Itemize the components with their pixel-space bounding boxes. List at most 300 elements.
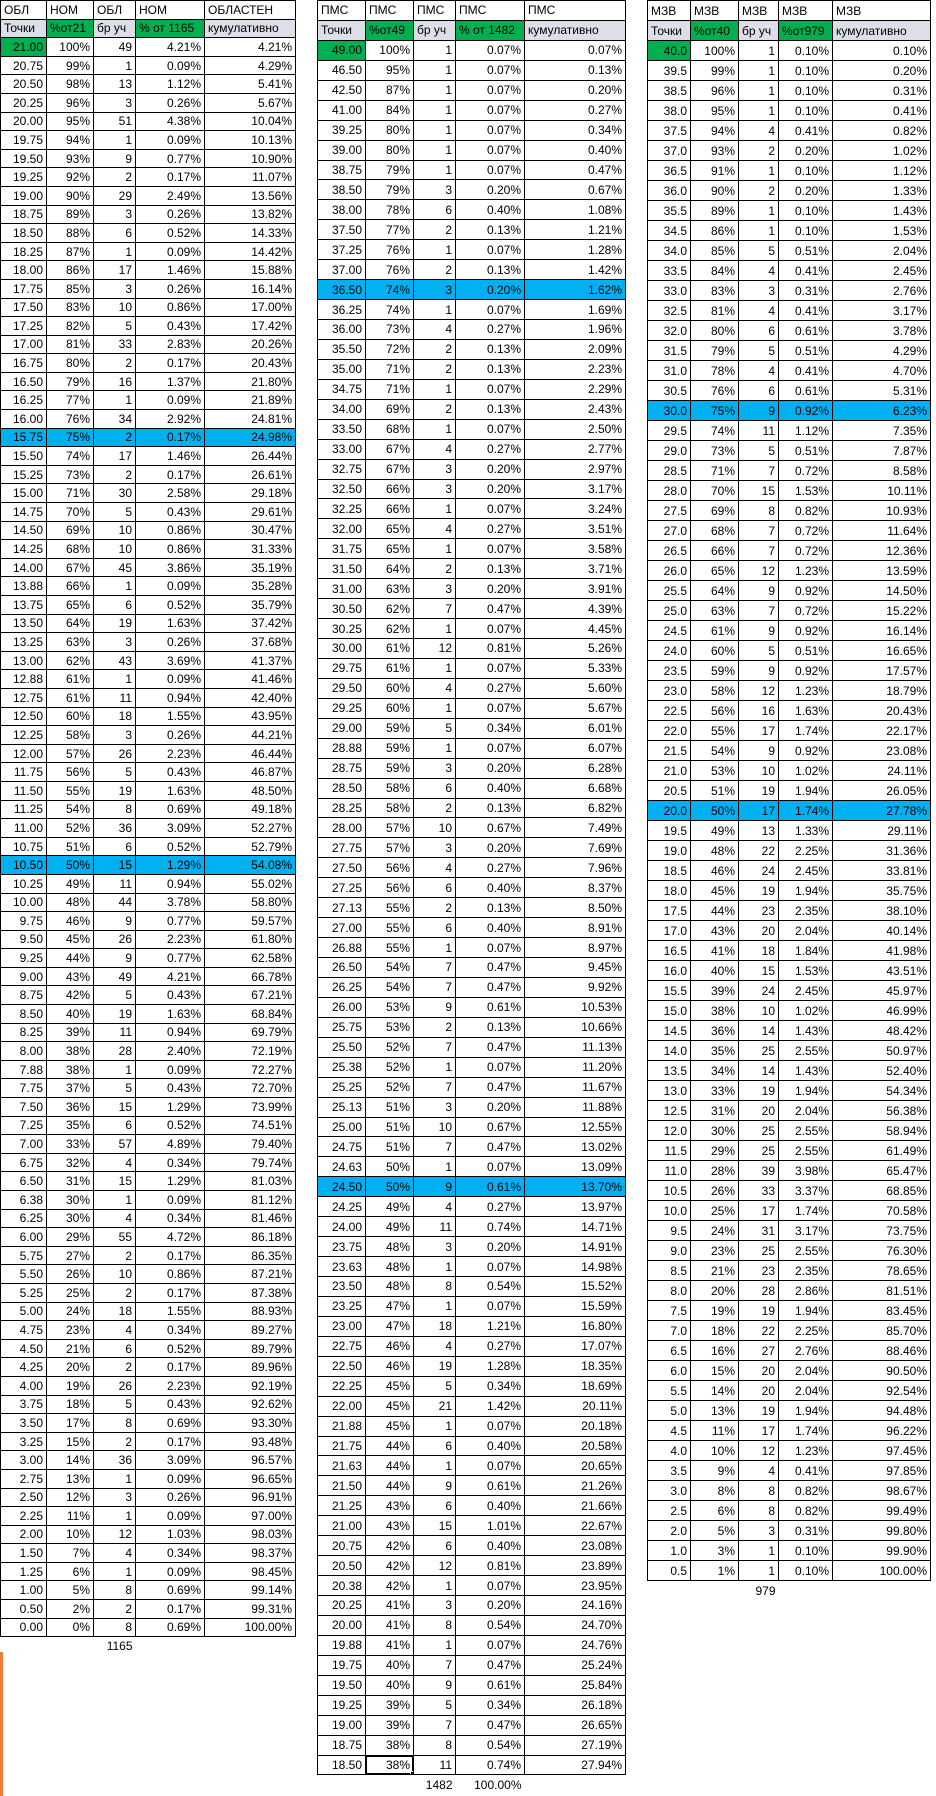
cell[interactable]: 30.47% — [205, 521, 296, 540]
cell[interactable]: 0.07% — [456, 1296, 525, 1316]
cell[interactable]: 0.47% — [456, 1715, 525, 1735]
cell[interactable]: 28 — [739, 1281, 779, 1301]
cell[interactable]: 65% — [47, 596, 94, 615]
cell[interactable]: 0.20% — [456, 280, 525, 300]
cell[interactable]: 1.46% — [136, 261, 205, 280]
cell[interactable]: 71% — [691, 461, 739, 481]
cell[interactable]: 17.75 — [1, 279, 47, 298]
cell[interactable]: 0.07% — [456, 40, 525, 60]
cell[interactable]: 38% — [691, 1001, 739, 1021]
cell[interactable]: 0.07% — [525, 40, 626, 60]
cell[interactable]: 14.71% — [525, 1217, 626, 1237]
cell[interactable]: 7.69% — [525, 838, 626, 858]
cell[interactable]: 57% — [47, 744, 94, 763]
cell[interactable]: 7% — [47, 1544, 94, 1563]
cell[interactable]: 18.5 — [648, 861, 691, 881]
cell[interactable]: 0.41% — [779, 1461, 833, 1481]
cell[interactable]: 14% — [691, 1381, 739, 1401]
cell[interactable]: 1.62% — [525, 280, 626, 300]
cell[interactable]: 1.0 — [648, 1541, 691, 1561]
cell[interactable]: 10.0 — [648, 1201, 691, 1221]
cell[interactable]: 4.0 — [648, 1441, 691, 1461]
cell[interactable]: 1 — [739, 1541, 779, 1561]
cell[interactable]: 17 — [739, 1201, 779, 1221]
cell[interactable]: 0.10% — [779, 1541, 833, 1561]
cell[interactable]: 8 — [94, 800, 136, 819]
cell[interactable]: 0.09% — [136, 391, 205, 410]
cell[interactable]: 0.09% — [136, 1507, 205, 1526]
cell[interactable]: 3.0 — [648, 1481, 691, 1501]
cell[interactable]: 90% — [691, 181, 739, 201]
cell[interactable]: 0.07% — [456, 1416, 525, 1436]
cell[interactable]: 0.09% — [136, 577, 205, 596]
cell[interactable]: 9 — [739, 661, 779, 681]
cell[interactable]: 1 — [414, 1416, 456, 1436]
cell[interactable]: 30 — [94, 484, 136, 503]
cell[interactable]: 73% — [47, 465, 94, 484]
cell[interactable]: 53% — [691, 761, 739, 781]
cell[interactable]: 7.5 — [648, 1301, 691, 1321]
cell[interactable]: 46% — [691, 861, 739, 881]
cell[interactable]: 33.5 — [648, 261, 691, 281]
cell[interactable]: 9.92% — [525, 977, 626, 997]
cell[interactable]: 0.52% — [136, 1116, 205, 1135]
cell[interactable]: 24.00 — [318, 1217, 366, 1237]
cell[interactable]: 2.5 — [648, 1501, 691, 1521]
cell[interactable]: 99.49% — [833, 1501, 931, 1521]
cell[interactable]: 15.22% — [833, 601, 931, 621]
cell[interactable]: 27.50 — [318, 858, 366, 878]
cell[interactable]: 37.0 — [648, 141, 691, 161]
cell[interactable]: 16.00 — [1, 410, 47, 429]
cell[interactable]: 1 — [739, 61, 779, 81]
cell[interactable]: 9% — [691, 1461, 739, 1481]
cell[interactable]: 3 — [414, 280, 456, 300]
cell[interactable]: 19.0 — [648, 841, 691, 861]
cell[interactable]: 10.90% — [205, 149, 296, 168]
cell[interactable]: 36% — [691, 1021, 739, 1041]
cell[interactable]: 58% — [47, 726, 94, 745]
cell[interactable]: 23 — [739, 901, 779, 921]
cell[interactable]: 0.07% — [456, 240, 525, 260]
cell[interactable]: 24.76% — [525, 1635, 626, 1655]
cell[interactable]: 0.31% — [779, 281, 833, 301]
cell[interactable]: 12.50 — [1, 707, 47, 726]
total-empty[interactable] — [833, 1581, 931, 1601]
cell[interactable]: 8 — [414, 1735, 456, 1755]
cell[interactable]: 88.93% — [205, 1302, 296, 1321]
cell[interactable]: 33% — [691, 1081, 739, 1101]
cell[interactable]: 35.00 — [318, 359, 366, 379]
cell[interactable]: 26.61% — [205, 465, 296, 484]
cell[interactable]: 1 — [414, 1635, 456, 1655]
cell[interactable]: 25 — [739, 1121, 779, 1141]
cell[interactable]: 89.79% — [205, 1339, 296, 1358]
cell[interactable]: 2 — [94, 428, 136, 447]
cell[interactable]: 19.5 — [648, 821, 691, 841]
cell[interactable]: 37.5 — [648, 121, 691, 141]
cell[interactable]: 1.12% — [833, 161, 931, 181]
cell[interactable]: 1.55% — [136, 707, 205, 726]
cell[interactable]: 73% — [366, 320, 414, 340]
cell[interactable]: 29.5 — [648, 421, 691, 441]
cell[interactable]: 25% — [691, 1201, 739, 1221]
cell[interactable]: 49% — [691, 821, 739, 841]
cell[interactable]: 51% — [366, 1137, 414, 1157]
cell[interactable]: 3 — [94, 93, 136, 112]
cell[interactable]: 8 — [739, 501, 779, 521]
cell[interactable]: 1 — [94, 242, 136, 261]
cell[interactable]: 0.40% — [456, 878, 525, 898]
cell[interactable]: 38% — [366, 1735, 414, 1755]
cell[interactable]: 45% — [366, 1416, 414, 1436]
column-header-obl[interactable]: % от 1165 — [136, 19, 205, 38]
column-header-mzv[interactable]: %от40 — [691, 21, 739, 41]
cell[interactable]: 0.07% — [456, 1456, 525, 1476]
cell[interactable]: 20.00 — [318, 1615, 366, 1635]
cell[interactable]: 8.5 — [648, 1261, 691, 1281]
group-header-pms[interactable]: ПМС — [318, 1, 366, 21]
cell[interactable]: 30.0 — [648, 401, 691, 421]
cell[interactable]: 0.07% — [456, 60, 525, 80]
cell[interactable]: 0.07% — [456, 698, 525, 718]
cell[interactable]: 48% — [47, 893, 94, 912]
cell[interactable]: 10% — [691, 1441, 739, 1461]
cell[interactable]: 1 — [739, 81, 779, 101]
cell[interactable]: 25 — [739, 1041, 779, 1061]
cell[interactable]: 2.97% — [525, 459, 626, 479]
cell[interactable]: 4 — [414, 858, 456, 878]
cell[interactable]: 6 — [414, 918, 456, 938]
cell[interactable]: 14% — [47, 1451, 94, 1470]
cell[interactable]: 15.25 — [1, 465, 47, 484]
cell[interactable]: 91% — [691, 161, 739, 181]
cell[interactable]: 19.75 — [318, 1655, 366, 1675]
cell[interactable]: 4 — [739, 361, 779, 381]
cell[interactable]: 2.76% — [833, 281, 931, 301]
cell[interactable]: 0.94% — [136, 1023, 205, 1042]
cell[interactable]: 14 — [739, 1061, 779, 1081]
cell[interactable]: 19% — [47, 1376, 94, 1395]
cell[interactable]: 3 — [739, 281, 779, 301]
cell[interactable]: 20.11% — [525, 1396, 626, 1416]
cell[interactable]: 27.19% — [525, 1735, 626, 1755]
cell[interactable]: 45% — [366, 1376, 414, 1396]
cell[interactable]: 4 — [739, 121, 779, 141]
cell[interactable]: 26 — [94, 1376, 136, 1395]
cell[interactable]: 3 — [94, 726, 136, 745]
cell[interactable]: 4 — [414, 1336, 456, 1356]
cell[interactable]: 3 — [414, 758, 456, 778]
cell[interactable]: 48% — [366, 1237, 414, 1257]
cell[interactable]: 0.27% — [456, 439, 525, 459]
total-empty[interactable] — [318, 1775, 366, 1794]
cell[interactable]: 31.50 — [318, 559, 366, 579]
cell[interactable]: 33.81% — [833, 861, 931, 881]
cell[interactable]: 24.50 — [318, 1177, 366, 1197]
cell[interactable]: 11.75 — [1, 763, 47, 782]
cell[interactable]: 8 — [414, 1277, 456, 1297]
cell[interactable]: 0.43% — [136, 503, 205, 522]
cell[interactable]: 0.40% — [525, 140, 626, 160]
cell[interactable]: 9.00 — [1, 967, 47, 986]
cell[interactable]: 29.00 — [318, 718, 366, 738]
cell[interactable]: 41.46% — [205, 670, 296, 689]
cell[interactable]: 68% — [691, 521, 739, 541]
cell[interactable]: 0.20% — [456, 1237, 525, 1257]
cell[interactable]: 17.00 — [1, 335, 47, 354]
cell[interactable]: 41.00 — [318, 100, 366, 120]
cell[interactable]: 4.21% — [136, 967, 205, 986]
cell[interactable]: 0.51% — [779, 341, 833, 361]
cell[interactable]: 27.5 — [648, 501, 691, 521]
cell[interactable]: 4.38% — [136, 112, 205, 131]
cell[interactable]: 0.10% — [779, 201, 833, 221]
cell[interactable]: 0.07% — [456, 300, 525, 320]
cell[interactable]: 1 — [414, 499, 456, 519]
cell[interactable]: 6.82% — [525, 798, 626, 818]
cell[interactable]: 1 — [94, 1507, 136, 1526]
cell[interactable]: 67% — [366, 439, 414, 459]
cell[interactable]: 7 — [739, 541, 779, 561]
cell[interactable]: 9 — [94, 912, 136, 931]
group-header-obl[interactable]: ОБЛ — [1, 1, 47, 20]
cell[interactable]: 5.67% — [525, 698, 626, 718]
cell[interactable]: 2.25% — [779, 841, 833, 861]
cell[interactable]: 4.45% — [525, 619, 626, 639]
cell[interactable]: 21.88 — [318, 1416, 366, 1436]
cell[interactable]: 0.43% — [136, 1079, 205, 1098]
cell[interactable]: 13 — [94, 75, 136, 94]
cell[interactable]: 0.67% — [525, 180, 626, 200]
cell[interactable]: 0.43% — [136, 763, 205, 782]
cell[interactable]: 15 — [94, 1172, 136, 1191]
cell[interactable]: 25.50 — [318, 1037, 366, 1057]
cell[interactable]: 0.27% — [456, 858, 525, 878]
cell[interactable]: 35.19% — [205, 558, 296, 577]
cell[interactable]: 13.88 — [1, 577, 47, 596]
cell[interactable]: 14.00 — [1, 558, 47, 577]
cell[interactable]: 25.13 — [318, 1097, 366, 1117]
cell[interactable]: 1.29% — [136, 1172, 205, 1191]
group-header-mzv[interactable]: МЗВ — [739, 1, 779, 21]
group-header-obl[interactable]: НОМ — [136, 1, 205, 20]
cell[interactable]: 0.17% — [136, 168, 205, 187]
cell[interactable]: 12 — [414, 639, 456, 659]
cell[interactable]: 0.10% — [779, 81, 833, 101]
cell[interactable]: 93% — [691, 141, 739, 161]
cell[interactable]: 8.50% — [525, 898, 626, 918]
cell[interactable]: 18.00 — [1, 261, 47, 280]
cell[interactable]: 38% — [366, 1755, 414, 1775]
cell[interactable]: 44% — [366, 1436, 414, 1456]
cell[interactable]: 40% — [691, 961, 739, 981]
cell[interactable]: 1 — [414, 80, 456, 100]
cell[interactable]: 44% — [691, 901, 739, 921]
cell[interactable]: 94% — [47, 131, 94, 150]
cell[interactable]: 27.13 — [318, 898, 366, 918]
cell[interactable]: 6.5 — [648, 1341, 691, 1361]
cell[interactable]: 75% — [691, 401, 739, 421]
cell[interactable]: 9 — [94, 149, 136, 168]
cell[interactable]: 0.82% — [833, 121, 931, 141]
cell[interactable]: 1 — [414, 1296, 456, 1316]
cell[interactable]: 20.43% — [205, 354, 296, 373]
cell[interactable]: 51% — [691, 781, 739, 801]
cell[interactable]: 0.86% — [136, 540, 205, 559]
cell[interactable]: 28.0 — [648, 481, 691, 501]
cell[interactable]: 23.08% — [525, 1536, 626, 1556]
cell[interactable]: 13 — [739, 821, 779, 841]
cell[interactable]: 13.50 — [1, 614, 47, 633]
cell[interactable]: 10 — [94, 540, 136, 559]
cell[interactable]: 33.0 — [648, 281, 691, 301]
cell[interactable]: 56% — [47, 763, 94, 782]
cell[interactable]: 86% — [691, 221, 739, 241]
cell[interactable]: 2.45% — [779, 861, 833, 881]
cell[interactable]: 41% — [366, 1596, 414, 1616]
cell[interactable]: 4.75 — [1, 1321, 47, 1340]
cell[interactable]: 1.94% — [779, 1401, 833, 1421]
cell[interactable]: 56% — [366, 878, 414, 898]
cell[interactable]: 8.37% — [525, 878, 626, 898]
cell[interactable]: 99.80% — [833, 1521, 931, 1541]
cell[interactable]: 6.68% — [525, 778, 626, 798]
cell[interactable]: 12 — [739, 681, 779, 701]
cell[interactable]: 0.13% — [456, 359, 525, 379]
cell[interactable]: 37.68% — [205, 633, 296, 652]
cell[interactable]: 28.88 — [318, 738, 366, 758]
cell[interactable]: 23% — [691, 1241, 739, 1261]
cell[interactable]: 89.27% — [205, 1321, 296, 1340]
cell[interactable]: 35% — [691, 1041, 739, 1061]
cell[interactable]: 0.07% — [456, 419, 525, 439]
cell[interactable]: 52% — [47, 819, 94, 838]
cell[interactable]: 2.75 — [1, 1469, 47, 1488]
cell[interactable]: 25 — [739, 1141, 779, 1161]
cell[interactable]: 8.58% — [833, 461, 931, 481]
cell[interactable]: 8 — [94, 1581, 136, 1600]
cell[interactable]: 0.81% — [456, 1556, 525, 1576]
cell[interactable]: 0.17% — [136, 1432, 205, 1451]
cell[interactable]: 30.50 — [318, 599, 366, 619]
cell[interactable]: 60% — [691, 641, 739, 661]
cell[interactable]: 10.93% — [833, 501, 931, 521]
cell[interactable]: 10.50 — [1, 856, 47, 875]
cell[interactable]: 45% — [366, 1396, 414, 1416]
cell[interactable]: 10.13% — [205, 131, 296, 150]
cell[interactable]: 68.85% — [833, 1181, 931, 1201]
cell[interactable]: 20% — [691, 1281, 739, 1301]
cell[interactable]: 10.11% — [833, 481, 931, 501]
cell[interactable]: 9.45% — [525, 958, 626, 978]
cell[interactable]: 0.67% — [456, 1117, 525, 1137]
cell[interactable]: 20.18% — [525, 1416, 626, 1436]
cell[interactable]: 0.17% — [136, 465, 205, 484]
cell[interactable]: 43.95% — [205, 707, 296, 726]
cell[interactable]: 70% — [691, 481, 739, 501]
cell[interactable]: 10 — [414, 1117, 456, 1137]
cell[interactable]: 79.74% — [205, 1153, 296, 1172]
cell[interactable]: 11.50 — [1, 781, 47, 800]
cell[interactable]: 62.58% — [205, 949, 296, 968]
cell[interactable]: 0.61% — [456, 1476, 525, 1496]
cell[interactable]: 31.75 — [318, 539, 366, 559]
group-header-mzv[interactable]: МЗВ — [648, 1, 691, 21]
cell[interactable]: 15% — [691, 1361, 739, 1381]
cell[interactable]: 35.79% — [205, 596, 296, 615]
cell[interactable]: 20.65% — [525, 1456, 626, 1476]
cell[interactable]: 0.20% — [456, 459, 525, 479]
cell[interactable]: 0.07% — [456, 499, 525, 519]
cell[interactable]: 0.07% — [456, 1157, 525, 1177]
cell[interactable]: 10.75 — [1, 837, 47, 856]
cell[interactable]: 27 — [739, 1341, 779, 1361]
cell[interactable]: 27.94% — [525, 1755, 626, 1775]
cell[interactable]: 56.38% — [833, 1101, 931, 1121]
cell[interactable]: 0.52% — [136, 596, 205, 615]
cell[interactable]: 0.10% — [779, 101, 833, 121]
column-header-pms[interactable]: бр уч — [414, 20, 456, 40]
cell[interactable]: 0.27% — [456, 1336, 525, 1356]
cell[interactable]: 36.5 — [648, 161, 691, 181]
cell[interactable]: 18 — [414, 1316, 456, 1336]
cell[interactable]: 45 — [94, 558, 136, 577]
cell[interactable]: 5.33% — [525, 658, 626, 678]
cell[interactable]: 70% — [47, 503, 94, 522]
cell[interactable]: 0.94% — [136, 874, 205, 893]
cell[interactable]: 23.5 — [648, 661, 691, 681]
cell[interactable]: 88% — [47, 224, 94, 243]
cell[interactable]: 0.13% — [456, 220, 525, 240]
cell[interactable]: 26.00 — [318, 997, 366, 1017]
cell[interactable]: 89.96% — [205, 1358, 296, 1377]
cell[interactable]: 77% — [47, 391, 94, 410]
cell[interactable]: 1 — [94, 131, 136, 150]
cell[interactable]: 37.42% — [205, 614, 296, 633]
cell[interactable]: 30.25 — [318, 619, 366, 639]
cell[interactable]: 87% — [366, 80, 414, 100]
cell[interactable]: 69% — [47, 521, 94, 540]
cell[interactable]: 41% — [366, 1615, 414, 1635]
cell[interactable]: 20.00 — [1, 112, 47, 131]
cell[interactable]: 0.47% — [456, 1077, 525, 1097]
cell[interactable]: 98.45% — [205, 1562, 296, 1581]
cell[interactable]: 26.18% — [525, 1695, 626, 1715]
cell[interactable]: 0.34% — [525, 120, 626, 140]
cell[interactable]: 0.72% — [779, 541, 833, 561]
cell[interactable]: 0.13% — [456, 260, 525, 280]
cell[interactable]: 0.20% — [456, 1596, 525, 1616]
cell[interactable]: 7 — [414, 977, 456, 997]
cell[interactable]: 89% — [47, 205, 94, 224]
cell[interactable]: 0.20% — [779, 181, 833, 201]
cell[interactable]: 19.88 — [318, 1635, 366, 1655]
cell[interactable]: 0.77% — [136, 149, 205, 168]
cell[interactable]: 0.07% — [456, 140, 525, 160]
cell[interactable]: 27% — [47, 1246, 94, 1265]
cell[interactable]: 29.25 — [318, 698, 366, 718]
cell[interactable]: 9.75 — [1, 912, 47, 931]
cell[interactable]: 92.62% — [205, 1395, 296, 1414]
cell[interactable]: 63% — [691, 601, 739, 621]
cell[interactable]: 55 — [94, 1228, 136, 1247]
cell[interactable]: 0.27% — [525, 100, 626, 120]
cell[interactable]: 10.5 — [648, 1181, 691, 1201]
cell[interactable]: 98.37% — [205, 1544, 296, 1563]
cell[interactable]: 48.50% — [205, 781, 296, 800]
cell[interactable]: 10 — [739, 761, 779, 781]
